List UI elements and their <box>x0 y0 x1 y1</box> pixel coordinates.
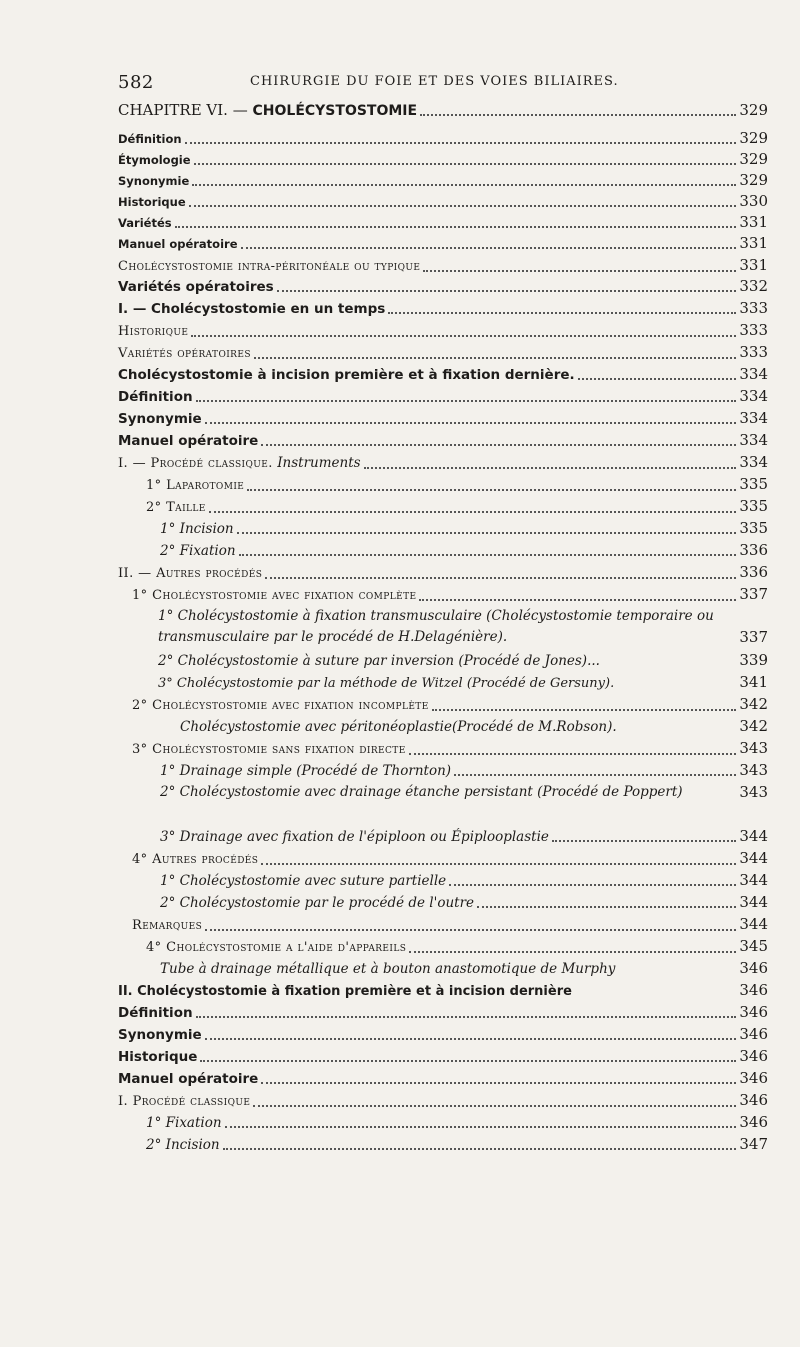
running-title: CHIRURGIE DU FOIE ET DES VOIES BILIAIRES. <box>250 74 619 89</box>
toc-entry <box>118 694 768 716</box>
entry-label: II. — Autres procédés <box>118 566 263 581</box>
entry-page: 344 <box>739 893 768 911</box>
entry-label: II. Cholécystostomie à fixation première et à incision dernière <box>118 984 572 999</box>
toc-entry <box>118 191 768 212</box>
entry-page: 329 <box>739 150 768 168</box>
entry-page: 346 <box>739 981 768 999</box>
entry-page: 343 <box>739 783 768 801</box>
toc-entry <box>118 870 768 891</box>
entry-label: Historique <box>118 1049 198 1065</box>
entry-page: 333 <box>739 343 768 361</box>
entry-label: I. — Cholécystostomie en un temps <box>118 301 386 317</box>
toc-entry <box>118 298 768 319</box>
entry-label: Définition <box>118 389 193 405</box>
entry-page: 334 <box>739 387 768 405</box>
entry-label: Cholécystostomie intra-péritonéale ou typique <box>118 259 421 274</box>
entry-page: 345 <box>739 937 768 955</box>
entry-label: 3° Cholécystostomie sans fixation directe <box>132 742 406 757</box>
entry-page: 339 <box>739 651 768 669</box>
entry-label: 3° Cholécystostomie par la méthode de Witzel (Procédé de Gersuny). <box>158 676 615 691</box>
leader-dots <box>420 114 736 116</box>
entry-page: 344 <box>739 871 768 889</box>
toc-entry <box>118 276 768 297</box>
entry-page: 346 <box>739 1113 768 1131</box>
toc-entry <box>118 233 768 254</box>
toc-entry <box>118 760 768 781</box>
entry-page: 346 <box>739 1091 768 1109</box>
toc-entry <box>118 606 768 648</box>
entry-label: Remarques <box>132 918 203 933</box>
entry-page: 337 <box>739 628 768 646</box>
entry-page: 331 <box>739 256 768 274</box>
chapter-title: CHOLÉCYSTOSTOMIE <box>252 103 418 119</box>
entry-page: 335 <box>739 519 768 537</box>
entry-page: 329 <box>739 129 768 147</box>
entry-label: I. Procédé classique <box>118 1094 251 1109</box>
entry-label: Cholécystostomie avec péritonéoplastie(Procédé de M.Robson). <box>180 719 617 735</box>
entry-label: 2° Cholécystostomie avec drainage étanche persistant (Procédé de Poppert) <box>160 784 683 800</box>
toc-entry <box>118 255 768 277</box>
entry-label: Manuel opératoire <box>118 433 259 449</box>
entry-page: 335 <box>739 475 768 493</box>
toc-entry <box>118 936 768 958</box>
entry-label: 1° Cholécystostomie avec fixation complète <box>132 588 417 603</box>
entry-page: 342 <box>739 695 768 713</box>
entry-page: 347 <box>739 1135 768 1153</box>
entry-label: 2° Incision <box>146 1137 220 1153</box>
entry-page: 343 <box>739 739 768 757</box>
entry-label: 1° Drainage simple (Procédé de Thornton) <box>160 763 452 779</box>
toc-entry <box>118 170 768 191</box>
entry-label: Manuel opératoire <box>118 237 238 251</box>
entry-label: 3° Drainage avec fixation de l'épiploon ou Épiplooplastie <box>160 829 549 845</box>
entry-label: 2° Taille <box>146 500 206 515</box>
entry-page: 332 <box>739 277 768 295</box>
entry-page: 336 <box>739 541 768 559</box>
toc-entry <box>118 1046 768 1067</box>
entry-label: 1° Incision <box>160 521 234 537</box>
entry-label-italic: Instruments <box>277 455 361 471</box>
toc-entry <box>118 848 768 870</box>
entry-label: 1° Laparotomie <box>146 478 245 493</box>
entry-label: Manuel opératoire <box>118 1071 259 1087</box>
toc-entry <box>118 782 768 803</box>
entry-page: 343 <box>739 761 768 779</box>
chapter-prefix: CHAPITRE VI. — <box>118 101 248 119</box>
entry-label: 2° Fixation <box>160 543 236 559</box>
toc-entry <box>118 408 768 429</box>
toc-entry <box>118 496 768 518</box>
entry-label: 2° Cholécystostomie à suture par inversion (Procédé de Jones)... <box>158 653 600 669</box>
entry-page: 337 <box>739 585 768 603</box>
entry-label: Cholécystostomie à incision première et à fixation dernière. <box>118 367 575 383</box>
entry-page: 333 <box>739 321 768 339</box>
chapter-page: 329 <box>739 101 768 119</box>
toc-entry <box>118 452 768 474</box>
entry-page: 344 <box>739 849 768 867</box>
toc-entry <box>118 540 768 561</box>
toc-entry <box>118 1002 768 1023</box>
toc-entry <box>118 386 768 407</box>
toc-entry <box>118 364 768 385</box>
entry-page: 344 <box>739 827 768 845</box>
entry-page: 342 <box>739 717 768 735</box>
entry-page: 334 <box>739 365 768 383</box>
entry-page: 334 <box>739 453 768 471</box>
toc-entry <box>118 584 768 606</box>
toc-entry <box>118 650 768 671</box>
toc-entry <box>118 980 768 1002</box>
entry-label: Historique <box>118 324 189 339</box>
entry-page: 330 <box>739 192 768 210</box>
toc-entry <box>118 738 768 760</box>
toc-entry <box>118 914 768 936</box>
entry-page: 346 <box>739 1047 768 1065</box>
entry-label: 4° Autres procédés <box>132 852 259 867</box>
entry-label: Définition <box>118 132 182 146</box>
toc-entry <box>118 716 768 737</box>
entry-page: 341 <box>739 673 768 691</box>
toc-entry <box>118 1112 768 1133</box>
toc-entry <box>118 320 768 342</box>
toc-entry <box>118 518 768 539</box>
entry-label: 1° Cholécystostomie avec suture partielle <box>160 873 447 889</box>
toc-entry <box>118 958 768 979</box>
entry-label: Tube à drainage métallique et à bouton anastomotique de Murphy <box>160 961 616 977</box>
entry-label: Synonymie <box>118 174 190 188</box>
entry-page: 346 <box>739 1025 768 1043</box>
entry-label: 1° Cholécystostomie à fixation transmusculaire (Cholécystostomie temporaire ou transmusculaire par le procédé de H.Delagénière). <box>158 608 714 645</box>
entry-page: 334 <box>739 431 768 449</box>
toc-entry <box>118 149 768 170</box>
entry-page: 335 <box>739 497 768 515</box>
toc-entry <box>118 826 768 847</box>
toc-entry <box>118 430 768 451</box>
entry-label: 2° Cholécystostomie par le procédé de l'outre <box>160 895 475 911</box>
toc-entry <box>118 128 768 149</box>
entry-label: I. — Procédé classique. <box>118 456 273 471</box>
entry-label: Définition <box>118 1005 193 1021</box>
entry-page: 346 <box>739 959 768 977</box>
toc-entry <box>118 1090 768 1112</box>
toc-entry <box>118 212 768 233</box>
toc-entry <box>118 474 768 496</box>
toc-entry <box>118 562 768 584</box>
toc-entry <box>118 892 768 913</box>
entry-page: 331 <box>739 234 768 252</box>
entry-page: 346 <box>739 1003 768 1021</box>
entry-label: Historique <box>118 195 186 209</box>
toc-entry <box>118 1134 768 1155</box>
entry-label: 1° Fixation <box>146 1115 222 1131</box>
entry-label: 2° Cholécystostomie avec fixation incomplète <box>132 698 429 713</box>
chapter-heading <box>118 100 768 121</box>
toc-entry <box>118 1068 768 1089</box>
toc-entry <box>118 342 768 364</box>
entry-label: Variétés opératoires <box>118 279 274 295</box>
toc-entry <box>118 672 768 694</box>
entry-label: 4° Cholécystostomie a l'aide d'appareils <box>146 940 407 955</box>
entry-page: 336 <box>739 563 768 581</box>
entry-page: 329 <box>739 171 768 189</box>
page-number: 582 <box>118 72 154 93</box>
entry-label: Synonymie <box>118 1027 202 1043</box>
entry-page: 331 <box>739 213 768 231</box>
entry-label: Variétés opératoires <box>118 346 251 361</box>
entry-label: Étymologie <box>118 153 191 167</box>
entry-page: 344 <box>739 915 768 933</box>
toc-entry <box>118 1024 768 1045</box>
entry-page: 346 <box>739 1069 768 1087</box>
entry-label: Variétés <box>118 216 172 230</box>
entry-page: 334 <box>739 409 768 427</box>
entry-page: 333 <box>739 299 768 317</box>
entry-label: Synonymie <box>118 411 202 427</box>
